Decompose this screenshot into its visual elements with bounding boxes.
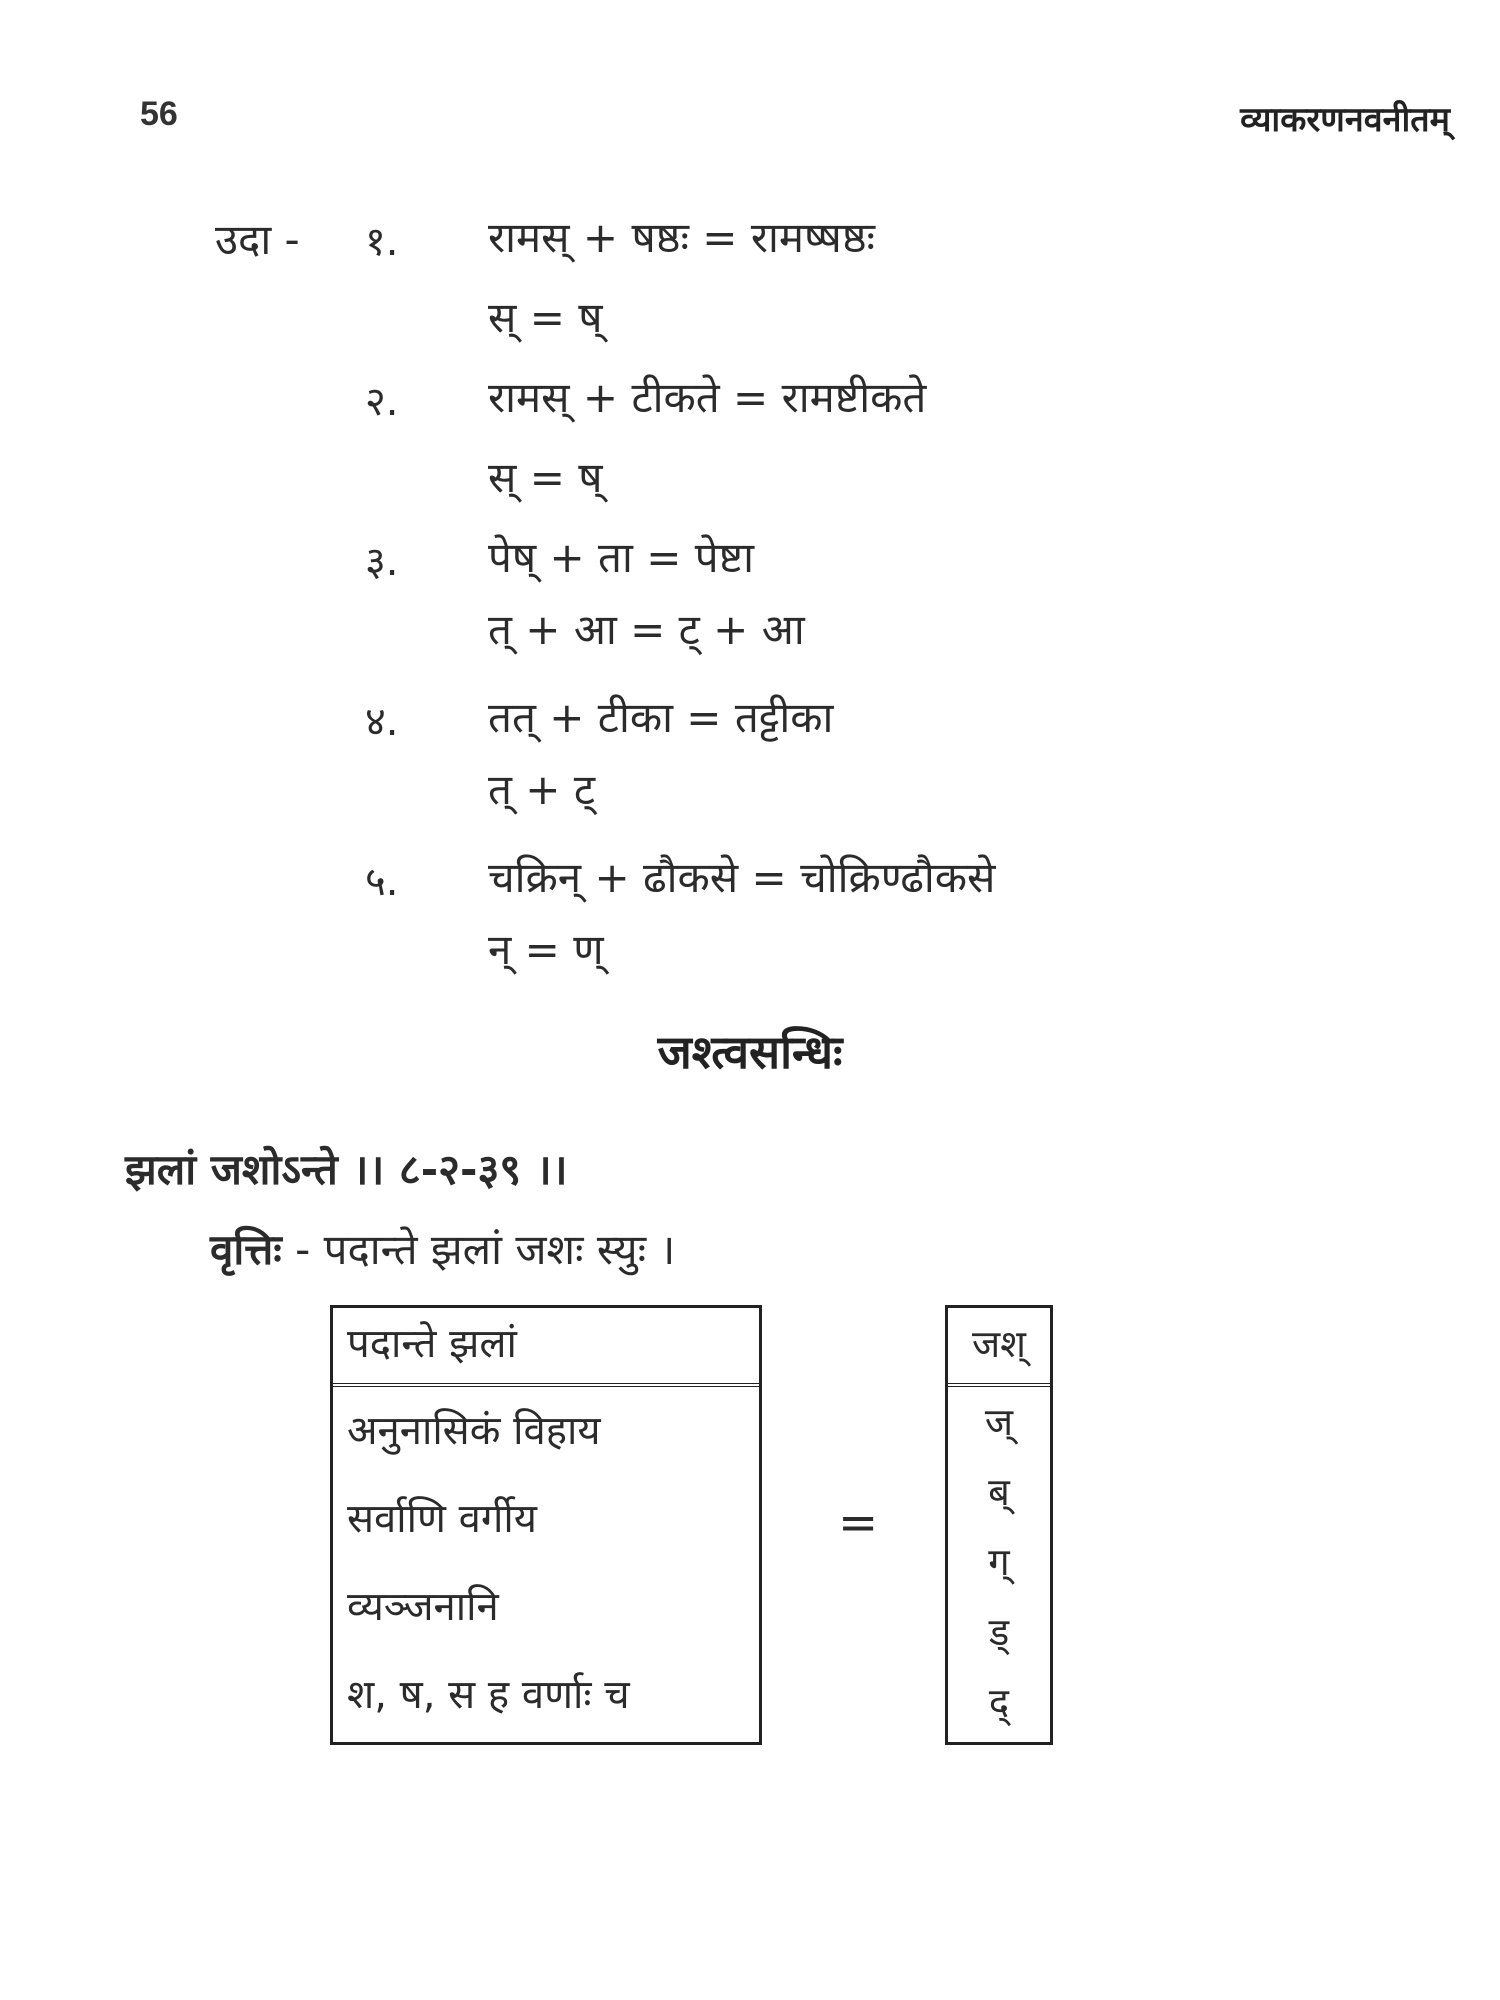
vritti-label: वृत्तिः <box>210 1225 282 1274</box>
example-substitution: न् = ण् <box>488 925 604 974</box>
running-title: व्याकरणनवनीतम् <box>1240 100 1450 140</box>
section-heading: जश्त्वसन्धिः <box>657 1025 843 1079</box>
example-number: ३. <box>365 539 399 585</box>
example-number: ५. <box>365 859 399 905</box>
page-number: 56 <box>140 95 178 133</box>
left-table-row: सर्वाणि वर्गीय <box>347 1496 537 1542</box>
right-table-cell: ग् <box>988 1540 1010 1584</box>
left-table-row: श, ष, स ह वर्णाः च <box>347 1672 630 1718</box>
left-table-row: व्यञ्जनानि <box>347 1584 499 1630</box>
sutra-line: झलां जशोऽन्ते ।। ८-२-३९ ।। <box>125 1145 568 1194</box>
example-number: २. <box>365 379 399 425</box>
right-table-cell: ज् <box>984 1400 1014 1444</box>
example-equation: रामस् + षष्ठः = रामष्षष्ठः <box>488 213 876 262</box>
equals-sign: = <box>838 1495 879 1551</box>
vritti-text: - पदान्ते झलां जशः स्युः । <box>281 1225 676 1274</box>
vritti-line <box>210 1220 675 1277</box>
examples-label: उदा - <box>215 215 300 264</box>
example-equation: तत् + टीका = तट्टीका <box>488 693 834 742</box>
example-equation: चक्रिन् + ढौकसे = चोक्रिण्ढौकसे <box>488 853 996 902</box>
right-table-cell: ड् <box>988 1610 1010 1654</box>
left-table-header: पदान्ते झलां <box>333 1308 759 1387</box>
example-substitution: स् = ष् <box>488 453 603 502</box>
left-table <box>330 1305 762 1745</box>
right-table-header: जश् <box>948 1308 1050 1387</box>
example-equation: पेष् + ता = पेष्टा <box>488 533 754 582</box>
left-table-row: अनुनासिकं विहाय <box>347 1408 601 1454</box>
example-substitution: त् + आ = ट् + आ <box>488 605 805 654</box>
example-substitution: त् + ट् <box>488 765 596 814</box>
example-equation: रामस् + टीकते = रामष्टीकते <box>488 373 927 422</box>
example-substitution: स् = ष् <box>488 293 603 342</box>
right-table-cell: द् <box>988 1680 1010 1724</box>
right-table <box>945 1305 1053 1745</box>
example-number: ४. <box>365 699 399 745</box>
example-number: १. <box>365 219 399 265</box>
right-table-cell: ब् <box>988 1470 1010 1514</box>
